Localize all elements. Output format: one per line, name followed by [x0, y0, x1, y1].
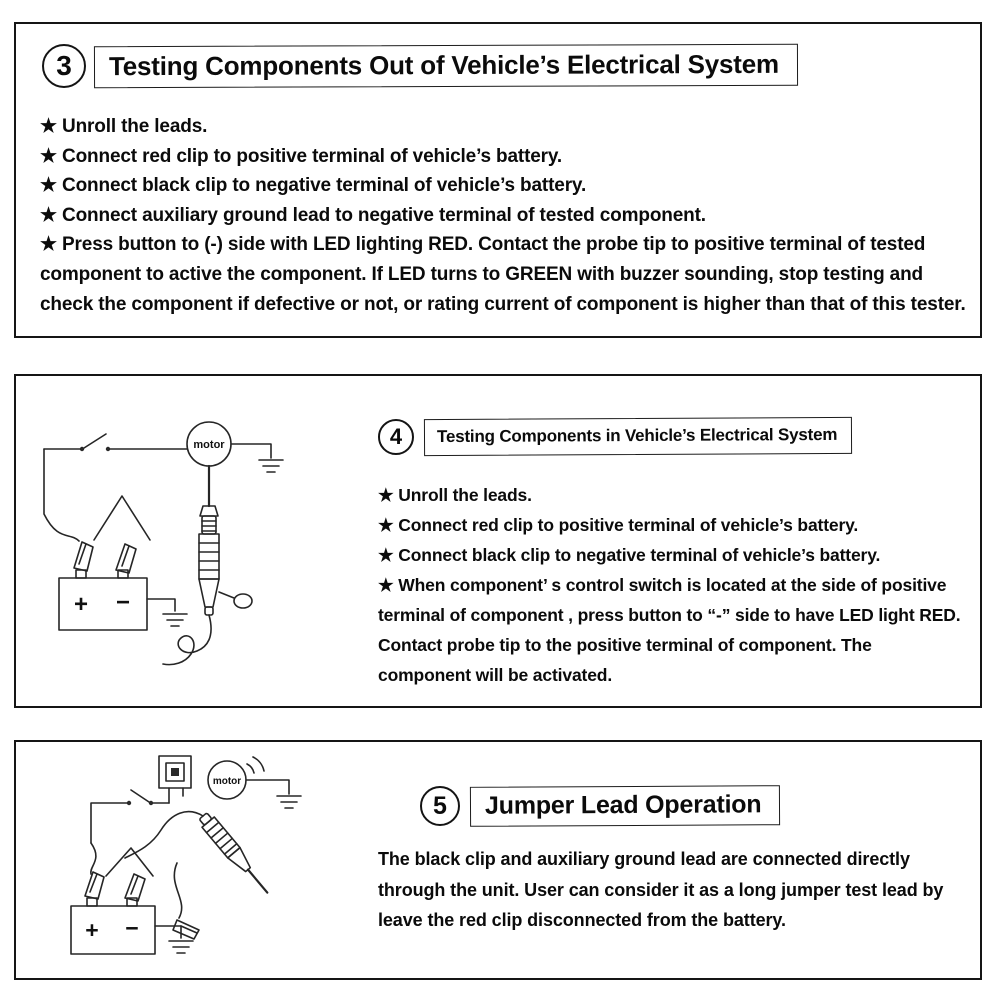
bullet-item: ★ Connect black clip to negative terminal of vehicle’s battery.	[378, 545, 881, 565]
section-4-diagram	[24, 394, 376, 694]
clip-wire	[44, 449, 79, 541]
ground-icon	[246, 780, 301, 808]
section-5-header	[420, 786, 780, 826]
section-3-number: 3	[56, 50, 72, 81]
section-4-header	[378, 418, 852, 455]
alligator-clip-icon	[125, 874, 145, 901]
section-4-panel	[14, 374, 982, 708]
motor-label: motor	[212, 776, 242, 787]
motor-icon	[187, 422, 231, 466]
bullet-item: ★ Connect black clip to negative terminal of vehicle’s battery.	[40, 175, 587, 197]
section-3-panel	[14, 22, 982, 338]
section-5-title: Jumper Lead Operation	[470, 785, 781, 827]
bullet-item: ★ Unroll the leads.	[378, 485, 532, 505]
circuit-diagram-battery-test	[24, 394, 376, 694]
section-5-diagram	[31, 748, 376, 973]
battery-icon	[59, 570, 147, 630]
bullet-item: ★ Connect auxiliary ground lead to negative terminal of tested component.	[40, 204, 706, 226]
alligator-clip-icon	[74, 542, 93, 571]
section-4-number: 4	[389, 423, 403, 449]
section-3-bullets	[40, 112, 970, 319]
circuit-diagram-jumper-lead	[31, 748, 376, 973]
circuit-tester-icon	[199, 466, 219, 615]
bulb-icon	[219, 592, 252, 608]
crossed-wires	[94, 496, 150, 540]
section-4-number-badge	[378, 419, 414, 455]
ground-icon	[147, 599, 187, 626]
lead-wire	[163, 615, 211, 665]
lead-wire	[174, 863, 181, 918]
section-5-body: The black clip and auxiliary ground lead are connected directly through the unit. User can consider it as a long jumper test lead by leave the red clip disconnected from the battery.	[378, 849, 944, 930]
bullet-item: ★ Unroll the leads.	[40, 116, 208, 137]
section-5-number-badge	[420, 786, 460, 826]
battery-plus-label: +	[73, 591, 89, 618]
battery-plus-label: +	[85, 917, 99, 943]
ground-icon	[231, 444, 283, 472]
switch-icon	[44, 434, 187, 451]
section-5-panel	[14, 740, 982, 980]
alligator-clip-icon	[85, 872, 104, 899]
crossed-wires	[106, 848, 153, 876]
bullet-item: ★ Connect red clip to positive terminal of vehicle’s battery.	[40, 145, 563, 167]
circuit-tester-icon	[197, 811, 274, 898]
section-4-bullets	[378, 480, 966, 690]
bullet-item: ★ When component’ s control switch is located at the side of positive terminal of component , press button to “-” side to have LED light RED. Contact probe tip to the positive terminal of component. The component will be activated.	[378, 575, 961, 685]
component-box-icon	[159, 756, 191, 803]
bullet-item: ★ Press button to (-) side with LED lighting RED. Contact the probe tip to positive terminal of tested component to active the component. If LED turns to GREEN with buzzer sounding, stop testing and check the component if defective or not, or rating current of component is higher than that of this tester.	[40, 234, 966, 315]
motor-icon	[208, 761, 246, 799]
battery-icon	[71, 898, 155, 954]
section-5-number: 5	[433, 791, 447, 820]
alligator-clip-icon	[116, 544, 136, 573]
battery-minus-label: −	[115, 589, 131, 616]
section-3-header	[42, 44, 798, 88]
section-4-title: Testing Components in Vehicle’s Electrical System	[424, 417, 852, 456]
bullet-item: ★ Connect red clip to positive terminal of vehicle’s battery.	[378, 515, 859, 535]
section-3-title: Testing Components Out of Vehicle’s Electrical System	[94, 44, 798, 88]
motor-label: motor	[193, 439, 225, 451]
section-3-number-badge	[42, 44, 86, 88]
sound-waves-icon	[247, 757, 264, 773]
lead-wire	[125, 812, 203, 858]
clip-wire	[91, 843, 96, 874]
alligator-clip-icon	[173, 920, 199, 939]
battery-minus-label: −	[125, 915, 139, 941]
